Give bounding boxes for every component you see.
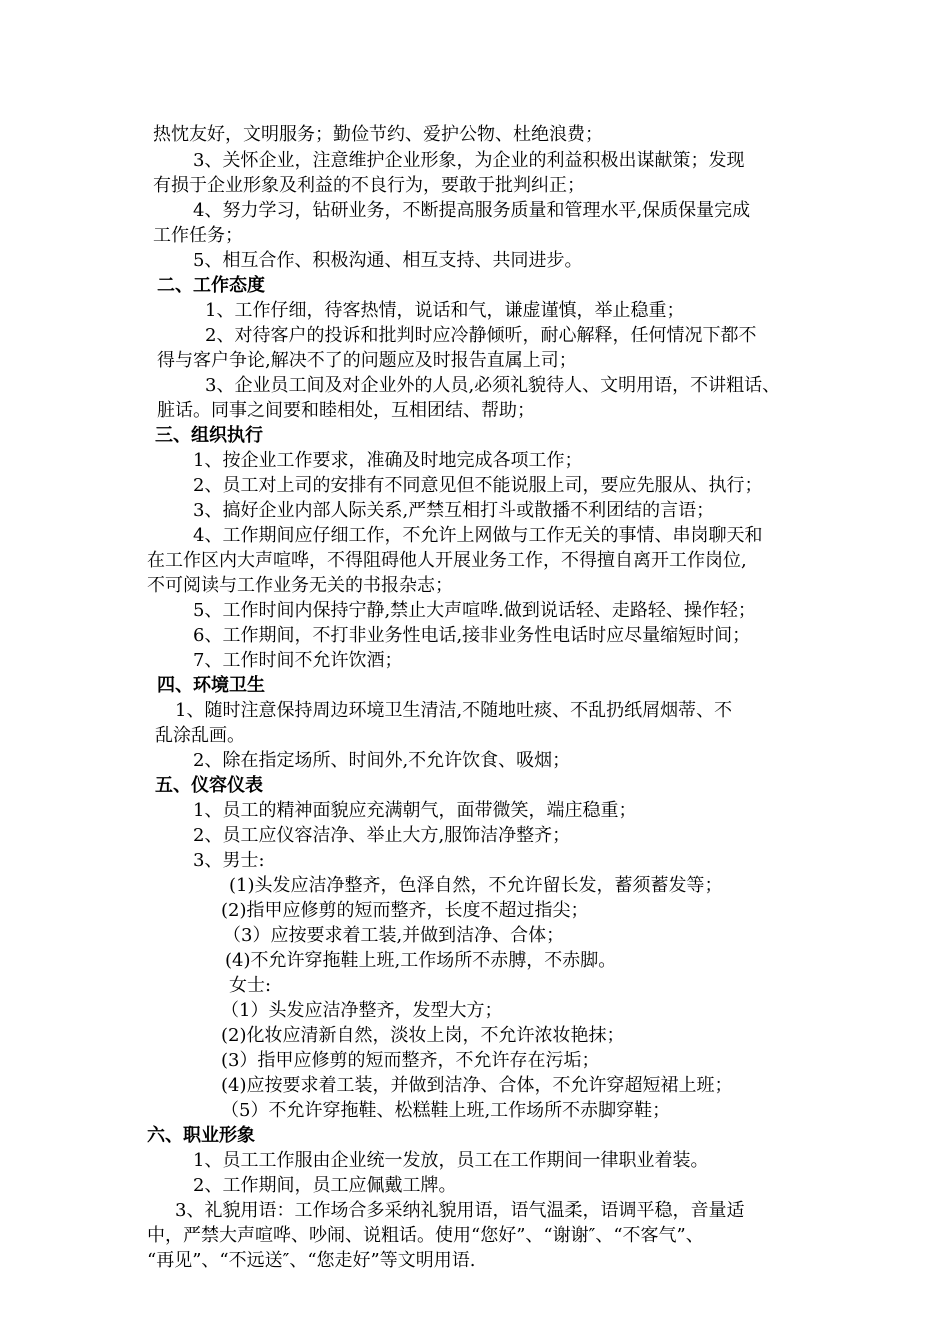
text-line: “再见”、“不远送″、“您走好”等文明用语. bbox=[147, 1250, 476, 1271]
text-line: 3、礼貌用语：工作场合多采纳礼貌用语，语气温柔，语调平稳，音量适 bbox=[175, 1200, 745, 1221]
text-line: 工作任务； bbox=[153, 225, 243, 246]
text-line: （1）头发应洁净整齐，发型大方； bbox=[221, 1000, 503, 1021]
text-line: 女士: bbox=[229, 975, 272, 996]
text-line: 乱涂乱画。 bbox=[155, 725, 245, 746]
text-line: 5、工作时间内保持宁静,禁止大声喧哗.做到说话轻、走路轻、操作轻； bbox=[193, 600, 756, 621]
section-heading: 三、组织执行 bbox=[155, 425, 263, 446]
text-line: 4、工作期间应仔细工作，不允许上网做与工作无关的事情、串岗聊天和 bbox=[193, 525, 763, 546]
text-line: 3、男士: bbox=[193, 850, 265, 871]
text-line: 2、对待客户的投诉和批判时应冷静倾听，耐心解释，任何情况下都不 bbox=[205, 325, 757, 346]
text-line: (4)不允许穿拖鞋上班,工作场所不赤膊，不赤脚。 bbox=[225, 950, 617, 971]
section-heading: 六、职业形象 bbox=[147, 1125, 255, 1146]
text-line: (2)化妆应清新自然，淡妆上岗，不允许浓妆艳抹； bbox=[221, 1025, 625, 1046]
text-line: 1、按企业工作要求，准确及时地完成各项工作； bbox=[193, 450, 583, 471]
text-line: 得与客户争论,解决不了的问题应及时报告直属上司； bbox=[157, 350, 577, 371]
text-line: 1、员工的精神面貌应充满朝气，面带微笑，端庄稳重； bbox=[193, 800, 637, 821]
text-line: (3）指甲应修剪的短而整齐，不允许存在污垢； bbox=[221, 1050, 600, 1071]
text-line: 1、工作仔细，待客热情，说话和气，谦虚谨慎，举止稳重； bbox=[205, 300, 685, 321]
text-line: 5、相互合作、积极沟通、相互支持、共同进步。 bbox=[193, 250, 583, 271]
text-line: 脏话。同事之间要和睦相处，互相团结、帮助； bbox=[157, 400, 535, 421]
text-line: 3、企业员工间及对企业外的人员,必须礼貌待人、文明用语，不讲粗话、 bbox=[205, 375, 781, 396]
text-line: 不可阅读与工作业务无关的书报杂志； bbox=[147, 575, 453, 596]
text-line: 有损于企业形象及利益的不良行为，要敢于批判纠正； bbox=[153, 175, 585, 196]
text-line: (4)应按要求着工装，并做到洁净、合体，不允许穿超短裙上班； bbox=[221, 1075, 733, 1096]
text-line: 在工作区内大声喧哗，不得阻碍他人开展业务工作，不得擅自离开工作岗位, bbox=[147, 550, 747, 571]
text-line: 2、员工对上司的安排有不同意见但不能说服上司，要应先服从、执行； bbox=[193, 475, 763, 496]
text-line: 3、关怀企业，注意维护企业形象，为企业的利益积极出谋献策；发现 bbox=[193, 150, 745, 171]
text-line: 2、除在指定场所、时间外,不允许饮食、吸烟； bbox=[193, 750, 571, 771]
text-line: （5）不允许穿拖鞋、松糕鞋上班,工作场所不赤脚穿鞋； bbox=[221, 1100, 671, 1121]
section-heading: 五、仪容仪表 bbox=[155, 775, 263, 796]
text-line: 热忱友好，文明服务；勤俭节约、爱护公物、杜绝浪费； bbox=[153, 124, 603, 145]
text-line: （3）应按要求着工装,并做到洁净、合体； bbox=[223, 925, 565, 946]
section-heading: 二、工作态度 bbox=[157, 275, 265, 296]
text-line: 7、工作时间不允许饮酒； bbox=[193, 650, 403, 671]
text-line: 中，严禁大声喧哗、吵闹、说粗话。使用“您好”、“谢谢″、“不客气”、 bbox=[147, 1225, 704, 1246]
text-line: (2)指甲应修剪的短而整齐，长度不超过指尖； bbox=[221, 900, 589, 921]
text-line: 4、努力学习，钻研业务，不断提高服务质量和管理水平,保质保量完成 bbox=[193, 200, 751, 221]
text-line: 1、随时注意保持周边环境卫生清洁,不随地吐痰、不乱扔纸屑烟蒂、不 bbox=[175, 700, 733, 721]
text-line: (1)头发应洁净整齐，色泽自然，不允许留长发，蓄须蓄发等； bbox=[229, 875, 723, 896]
text-line: 3、搞好企业内部人际关系,严禁互相打斗或散播不利团结的言语； bbox=[193, 500, 715, 521]
text-line: 1、员工工作服由企业统一发放，员工在工作期间一律职业着装。 bbox=[193, 1150, 709, 1171]
text-line: 6、工作期间，不打非业务性电话,接非业务性电话时应尽量缩短时间； bbox=[193, 625, 751, 646]
section-heading: 四、环境卫生 bbox=[157, 675, 265, 696]
text-line: 2、工作期间，员工应佩戴工牌。 bbox=[193, 1175, 457, 1196]
text-line: 2、员工应仪容洁净、举止大方,服饰洁净整齐； bbox=[193, 825, 571, 846]
